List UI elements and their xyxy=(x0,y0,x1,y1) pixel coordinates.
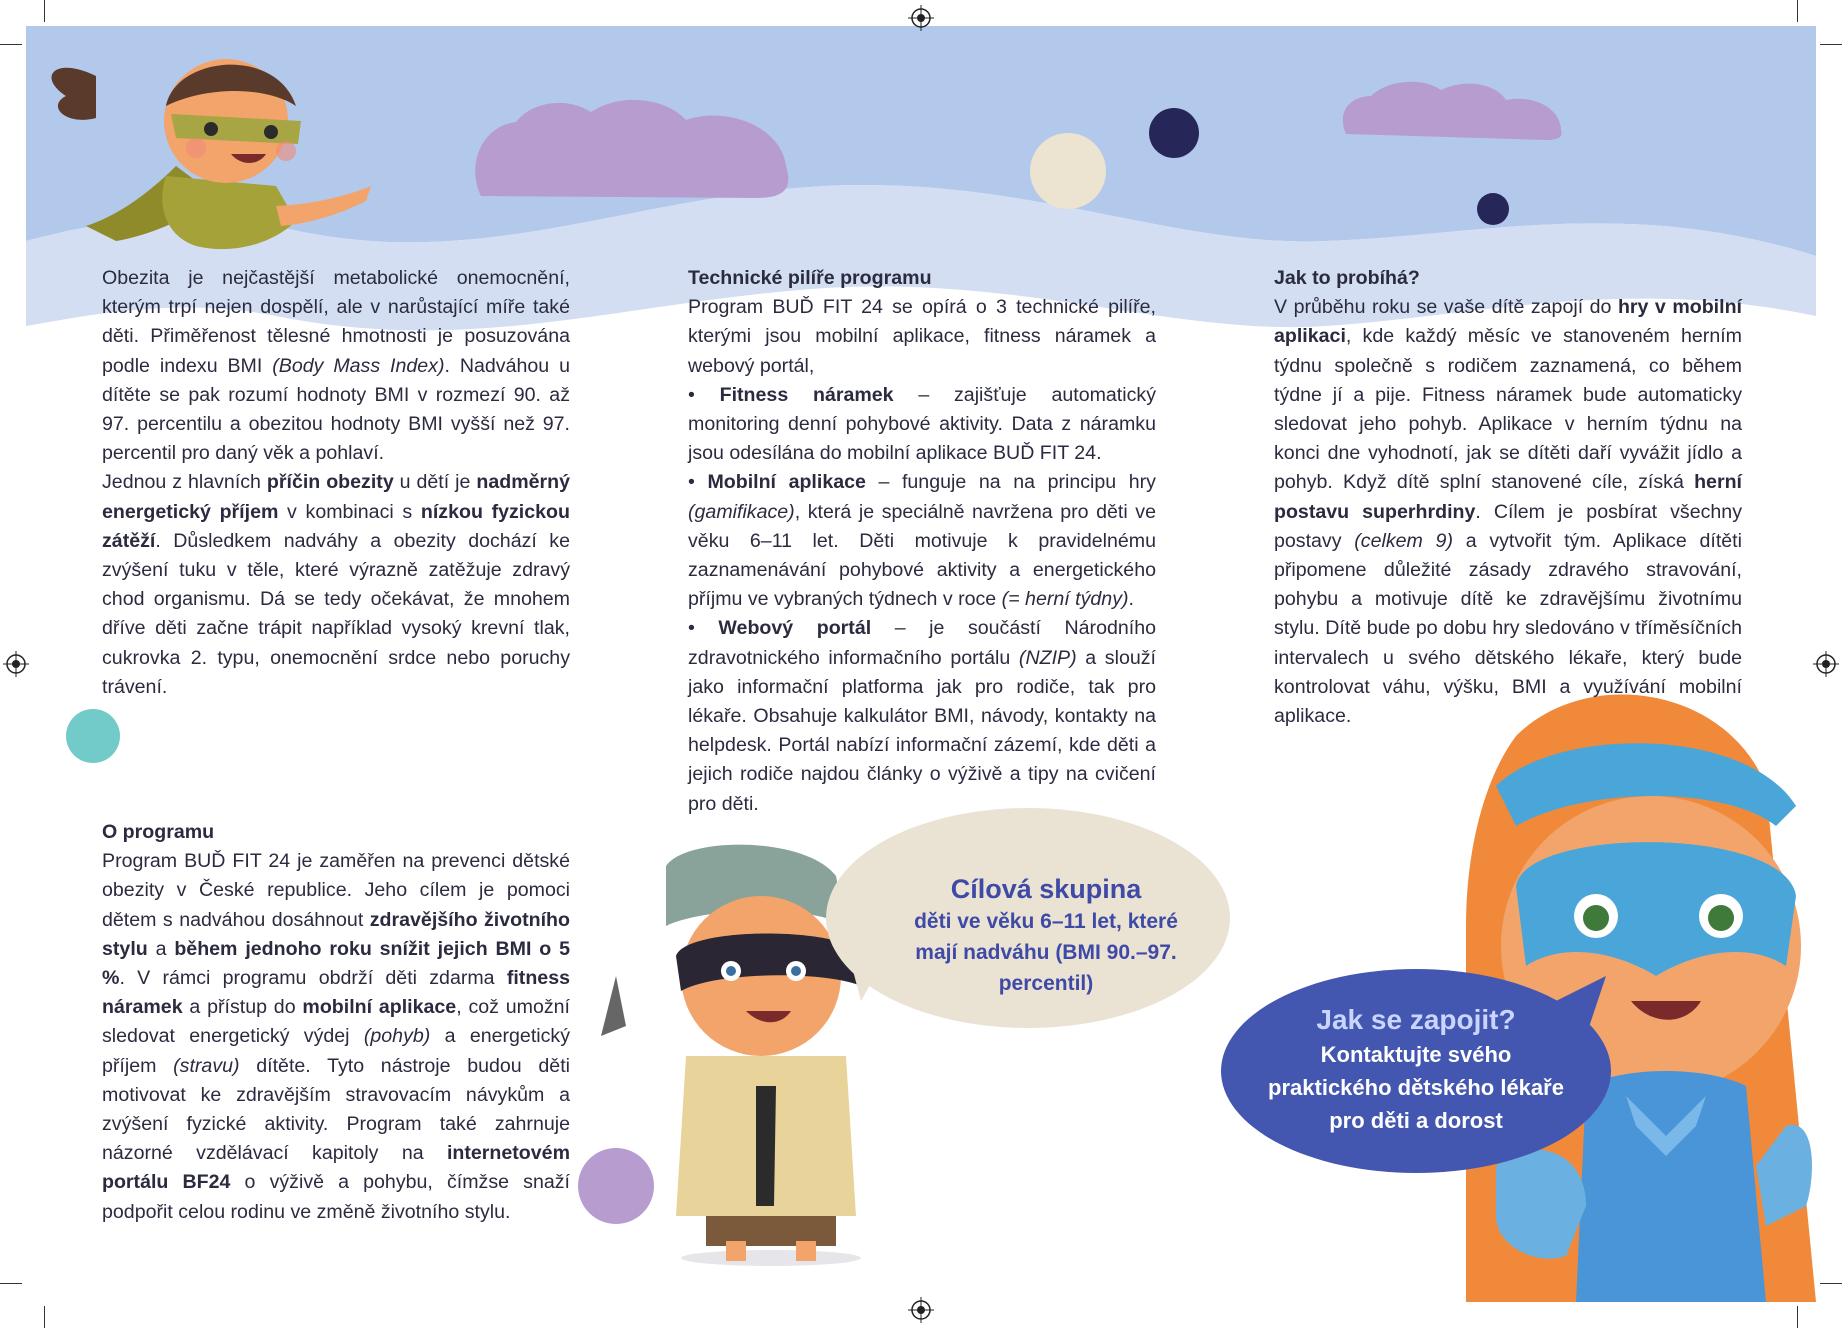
join-line: Kontaktujte svého xyxy=(1320,1042,1512,1067)
crop-mark-icon xyxy=(0,1283,22,1284)
pillars-heading: Technické pilíře programu xyxy=(688,267,932,289)
column-2 xyxy=(688,264,1156,819)
pillar-mobile-app: • Mobilní aplikace – funguje na na principu hry (gamifikace), která je speciálně navržena pro děti ve věku 6–11 let. Děti motivuje k pravidelnému zaznamenávání pohybové aktivity a energetického příjmu ve vybraných týdnech v roce (= herní týdny). xyxy=(688,471,1156,611)
crop-mark-icon xyxy=(1820,1283,1842,1284)
crop-mark-icon xyxy=(44,1306,45,1328)
pillar-bracelet: • Fitness náramek – zajišťuje automatický monitoring denní pohybové aktivity. Data z náramku jsou odesílána do mobilní aplikace BUĎ FIT 24. xyxy=(688,383,1156,465)
join-line: pro děti a dorost xyxy=(1329,1108,1503,1133)
crop-mark-icon xyxy=(1797,1306,1798,1328)
crop-mark-icon xyxy=(44,0,45,22)
join-line: praktického dětského lékaře xyxy=(1268,1075,1564,1100)
crop-mark-icon xyxy=(0,44,22,45)
registration-mark-icon xyxy=(908,5,934,31)
dark-dot-small xyxy=(1477,193,1509,225)
target-group-line: percentil) xyxy=(998,972,1094,995)
crop-mark-icon xyxy=(1820,44,1842,45)
spacer xyxy=(102,702,570,760)
target-group-title: Cílová skupina xyxy=(950,874,1142,904)
causes-paragraph: Jednou z hlavních příčin obezity u dětí je nadměrný energetický příjem v kombinaci s nízkou fyzickou zátěží. Důsledkem nadváhy a obezity dochází ke zvýšení tuku v těle, které výrazně zatěžuje zdravý chod organismu. Dá se tedy očekávat, že mnohem dříve děti začne trápit například vysoký krevní tlak, cukrovka 2. typu, onemocnění srdce nebo poruchy trávení. xyxy=(102,471,571,698)
column-1 xyxy=(102,264,570,1227)
join-box xyxy=(1236,1002,1596,1137)
brochure-spread xyxy=(26,26,1816,1302)
program-paragraph: Program BUĎ FIT 24 je zaměřen na prevenci dětské obezity v České republice. Jeho cílem je pomoci dětem s nadváhou dosáhnout zdravějšího životního stylu a během jednoho roku snížit jejich BMI o 5 %. V rámci programu obdrží děti zdarma fitness náramek a přístup do mobilní aplikace, což umožní sledovat energetický výdej (pohyb) a energetický příjem (stravu) dítěte. Tyto nástroje budou děti motivovat ke zdravějším stravovacím návykům a zvýšení fyzické aktivity. Program také zahrnuje názorné vzdělávací kapitoly na internetovém portálu BF24 o výživě a pohybu, čímžse snaží podpořit celou rodinu ve změně životního stylu. xyxy=(102,850,571,1223)
pillar-web-portal: • Webový portál – je součástí Národního zdravotnického informačního portálu (NZIP) a slouží jako informační platforma jak pro rodiče, tak pro lékaře. Obsahuje kalkulátor BMI, návody, kontakty na helpdesk. Portál nabízí informační zázemí, kde děti a jejich rodiče najdou články o výživě a tipy na cvičení pro děti. xyxy=(688,617,1156,815)
column-3 xyxy=(1274,264,1742,731)
registration-mark-icon xyxy=(1813,651,1839,677)
registration-mark-icon xyxy=(908,1297,934,1323)
target-group-line: děti ve věku 6–11 let, které xyxy=(914,910,1178,933)
process-heading: Jak to probíhá? xyxy=(1274,267,1420,289)
crop-mark-icon xyxy=(1797,0,1798,22)
registration-mark-icon xyxy=(3,651,29,677)
pillars-intro: Program BUĎ FIT 24 se opírá o 3 technické pilíře, kterými jsou mobilní aplikace, fitness náramek a webový portál, xyxy=(688,296,1156,377)
program-heading: O programu xyxy=(102,821,215,844)
beige-dot xyxy=(1030,133,1106,209)
process-paragraph: V průběhu roku se vaše dítě zapojí do hry v mobilní aplikaci, kde každý měsíc ve stanoveném herním týdnu společně s rodičem zaznamená, co během týdne jí a pije. Fitness náramek bude automaticky sledovat jeho pohyb. Aplikace v herním týdnu na konci dne vyhodnotí, jak se dítěti daří vyvážit jídlo a pohyb. Když dítě splní stanovené cíle, získá herní postavu superhrdiny. Cílem je posbírat všechny postavy (celkem 9) a vytvořit tým. Aplikace dítěti připomene důležité zásady zdravého stravování, pohybu a motivuje dítě ke zdravějšímu životnímu stylu. Dítě bude po dobu hry sledováno v tříměsíčních intervalech u svého dětského lékaře, který bude kontrolovat váhu, výšku, BMI a využívání mobilní aplikace. xyxy=(1274,296,1742,728)
intro-paragraph: Obezita je nejčastější metabolické onemocnění, kterým trpí nejen dospělí, ale v narůstající míře také děti. Přiměřenost tělesné hmotnosti je posuzována podle indexu BMI (Body Mass Index). Nadváhou u dítěte se pak rozumí hodnoty BMI v rozmezí 90. až 97. percentilu a obezitou hodnoty BMI vyšší než 97. percentil pro daný věk a pohlaví. xyxy=(102,267,570,465)
lilac-dot xyxy=(578,1148,654,1224)
target-group-line: mají nadváhu (BMI 90.–97. xyxy=(915,941,1177,964)
join-title: Jak se zapojit? xyxy=(1316,1004,1516,1035)
target-group-box xyxy=(866,872,1226,999)
dark-dot-large xyxy=(1149,108,1199,158)
